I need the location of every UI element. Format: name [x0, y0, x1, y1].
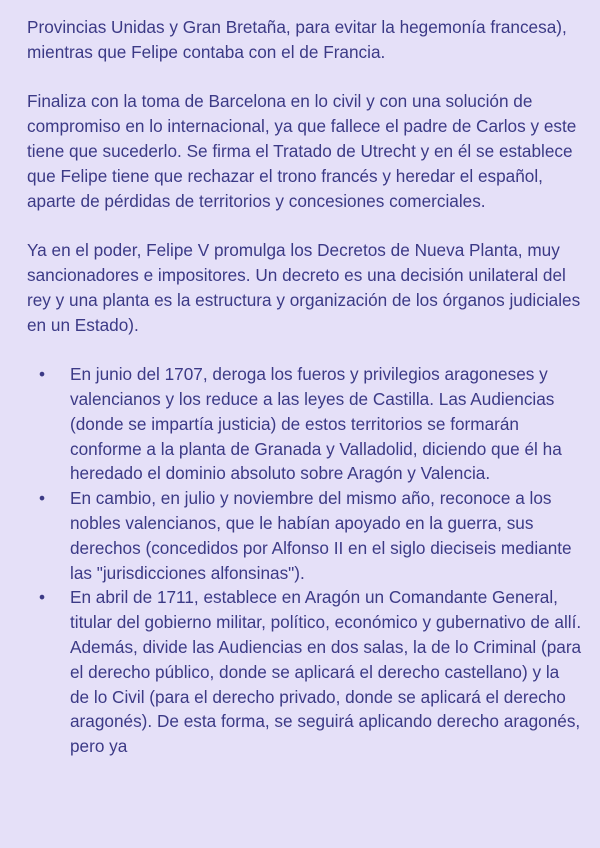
list-item [27, 486, 582, 585]
list-item [27, 585, 582, 759]
list-item [27, 362, 582, 486]
list-item-text: En cambio, en julio y noviembre del mismo año, reconoce a los nobles valencianos, que le habían apoyado en la guerra, sus derechos (concedidos por Alfonso II en el siglo dieciseis mediante las "jurisdicciones alfonsinas"). [70, 488, 572, 583]
paragraph-utrecht: Finaliza con la toma de Barcelona en lo civil y con una solución de compromiso en lo internacional, ya que fallece el padre de Carlos y este tiene que sucederlo. Se firma el Tratado de Utrecht y en él se establece que Felipe tiene que rechazar el trono francés y heredar el español, aparte de pérdidas de territorios y concesiones comerciales. [27, 91, 577, 211]
bullet-icon: • [39, 587, 46, 608]
paragraph-intro: Provincias Unidas y Gran Bretaña, para evitar la hegemonía francesa), mientras que Felipe contaba con el de Francia. [27, 17, 567, 62]
decree-list [27, 362, 582, 759]
bullet-icon: • [39, 364, 46, 385]
list-item-text: En junio del 1707, deroga los fueros y privilegios aragoneses y valencianos y los reduce a las leyes de Castilla. Las Audiencias (donde se impartía justicia) de estos territorios se formarán conforme a la planta de Granada y Valladolid, diciendo que él ha heredado el dominio absoluto sobre Aragón y Valencia. [70, 364, 562, 484]
bullet-icon: • [39, 488, 46, 509]
paragraph-nueva-planta: Ya en el poder, Felipe V promulga los Decretos de Nueva Planta, muy sancionadores e impositores. Un decreto es una decisión unilateral del rey y una planta es la estructura y organización de los órganos judiciales en un Estado). [27, 240, 581, 335]
list-item-text: En abril de 1711, establece en Aragón un Comandante General, titular del gobierno militar, político, económico y gubernativo de allí. Además, divide las Audiencias en dos salas, la de lo Criminal (para el derecho público, donde se aplicará el derecho castellano) y la de lo Civil (para el derecho privado, donde se aplicará el derecho aragonés). De esta forma, se seguirá aplicando derecho aragonés, pero ya [70, 587, 582, 757]
